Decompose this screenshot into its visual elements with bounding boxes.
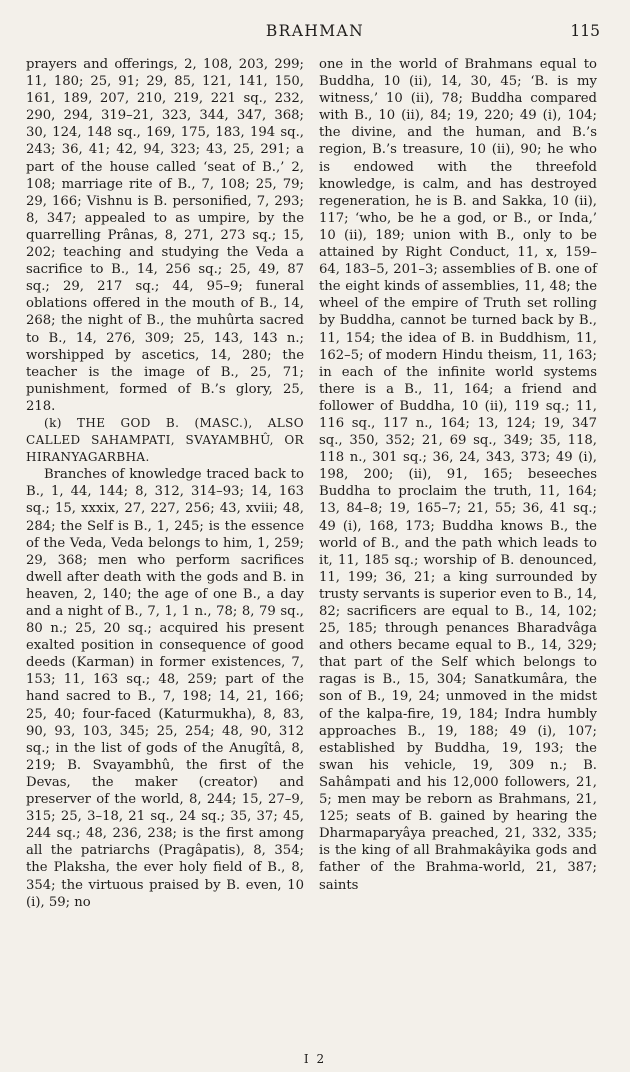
page-header bbox=[30, 18, 600, 46]
index-paragraph: prayers and offerings, 2, 108, 203, 299; 11, 180; 25, 91; 29, 85, 121, 141, 150, 161, 189, 207, 210, 219, 221 sq., 232, 290, 294, 319–21, 323, 344, 347, 368; 30, 124, 148 sq., 169, 175, 183, 194 sq., 243; 36, 41; 42, 94, 323; 43, 25, 291; a part of the house called ‘seat of B.,’ 2, 108; marriage rite of B., 7, 108; 25, 79; 29, 166; Vishnu is B. personified, 7, 293; 8, 347; appealed to as umpire, by the quarrelling Prânas, 8, 271, 273 sq.; 15, 202; teaching and studying the Veda a sacrifice to B., 14, 256 sq.; 25, 49, 87 sq.; 29, 217 sq.; 44, 95–9; funeral oblations offered in the mouth of B., 14, 268; the night of B., the muhûrta sacred to B., 14, 276, 309; 25, 143, 143 n.; worshipped by ascetics, 14, 280; the teacher is the image of B., 25, 71; punishment, formed of B.’s glory, 25, 218. bbox=[26, 57, 304, 414]
page-number: 115 bbox=[570, 22, 600, 40]
running-head-title: BRAHMAN bbox=[265, 22, 365, 40]
index-paragraph: Branches of knowledge traced back to B., 1, 44, 144; 8, 312, 314–93; 14, 163 sq.; 15, xxxix, 27, 227, 256; 43, xviii; 48, 284; the Self is B., 1, 245; is the essence of the Veda, Veda belongs to him, 1, 259; 29, 368; men who perform sacrifices dwell after death with the gods and B. in heaven, 2, 140; the age of one B., a day and a night of B., 7, 1, 1 n., 78; 8, 79 sq., 80 n.; 25, 20 sq.; acquired his present exalted position in consequence of good deeds (Karman) in former existences, 7, 153; 11, 163 sq.; 48, 259; part of the hand sacred to B., 7, 198; 14, 21, 166; 25, 40; four-faced (Katurmukha), 8, 83, 90, 93, 103, 345; 25, 254; 48, 90, 312 sq.; in the list of gods of the Anugîtâ, 8, 219; B. Svayambhû, the first of the Devas, the maker (creator) and preserver of the world, 8, 244; 15, 27–9, 315; 25, 3–18, 21 sq., 24 sq.; 35, 37; 45, 244 sq.; 48, 236, 238; is the first among all the patriarchs (Pragâpatis), 8, 354; the Plaksha, the ever holy field of B., 8, 354; the virtuous praised by B. even, 10 (i), 59; no bbox=[26, 467, 304, 910]
left-column bbox=[26, 56, 304, 911]
index-paragraph: one in the world of Brahmans equal to Buddha, 10 (ii), 14, 30, 45; ‘B. is my witness,’ 10 (ii), 78; Buddha compared with B., 10 (ii), 84; 19, 220; 49 (i), 104; the divine, and the human, and B.’s region, B.’s treasure, 10 (ii), 90; he who is endowed with the threefold knowledge, is calm, and has destroyed regeneration, he is B. and Sakka, 10 (ii), 117; ‘who, be he a god, or B., or Inda,’ 10 (ii), 189; union with B., only to be attained by Right Conduct, 11, x, 159–64, 183–5, 201–3; assemblies of B. one of the eight kinds of assemblies, 11, 48; the wheel of the empire of Truth set rolling by Buddha, cannot be turned back by B., 11, 154; the idea of B. in Buddhism, 11, 162–5; of modern Hindu theism, 11, 163; in each of the infinite world systems there is a B., 11, 164; a friend and follower of Buddha, 10 (ii), 119 sq.; 11, 116 sq., 117 n., 164; 13, 124; 19, 347 sq., 350, 352; 21, 69 sq., 349; 35, 118, 118 n., 301 sq.; 36, 24, 343, 373; 49 (i), 198, 200; (ii), 91, 165; beseeches Buddha to proclaim the truth, 11, 164; 13, 84–8; 19, 165–7; 21, 55; 36, 41 sq.; 49 (i), 168, 173; Buddha knows B., the world of B., and the path which leads to it, 11, 185 sq.; worship of B. denounced, 11, 199; 36, 21; a king surrounded by trusty servants is superior even to B., 14, 82; sacrificers are equal to B., 14, 102; 25, 185; through penances Bharadvâga and others became equal to B., 14, 329; that part of the Self which belongs to ragas is B., 15, 304; Sanatkumâra, the son of B., 19, 24; unmoved in the midst of the kalpa-fire, 19, 184; Indra humbly approaches B., 19, 188; 49 (i), 107; established by Buddha, 19, 193; the swan his vehicle, 19, 309 n.; B. Sahâmpati and his 12,000 followers, 21, 5; men may be reborn as Brahmans, 21, 125; seats of B. gained by hearing the Dharmaparyâya preached, 21, 332, 335; is the king of all Brahmakâyika gods and father of the Brahma-world, 21, 387; saints bbox=[319, 57, 597, 893]
section-heading: (k) THE GOD B. (MASC.), ALSO CALLED SAHAMPATI, SVAYAMBHÛ, OR HIRANYAGARBHA. bbox=[26, 415, 304, 465]
right-column bbox=[319, 56, 597, 894]
signature-mark: I 2 bbox=[303, 1052, 327, 1066]
